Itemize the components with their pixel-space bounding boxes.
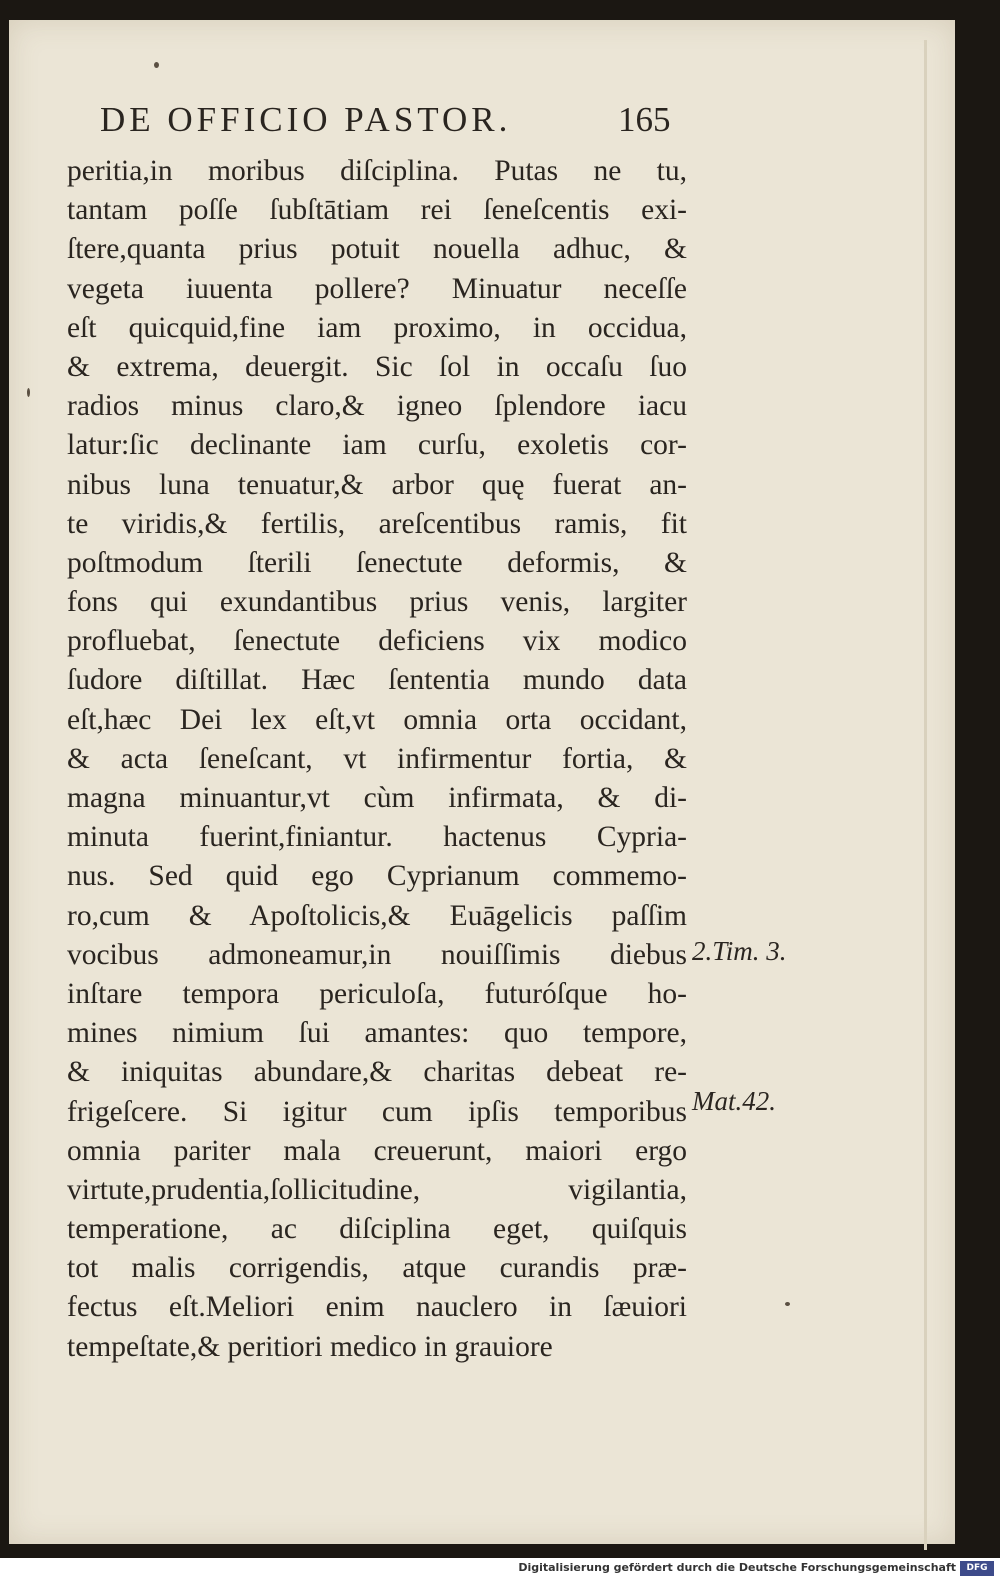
text-line: magna minuantur,vt cùm infirmata, & di-: [67, 782, 687, 814]
text-line: te viridis,& fertilis, areſcentibus ramis, fit: [67, 507, 687, 540]
text-line: nus. Sed quid ego Cyprianum commemo-: [67, 860, 687, 893]
dfg-logo: DFG: [960, 1561, 994, 1576]
text-line: minuta fuerint,finiantur. hactenus Cypria-: [67, 821, 687, 854]
text-line: ro,cum & Apoſtolicis,& Euāgelicis paſſim: [67, 899, 687, 932]
text-line: tantam poſſe ſubſtātiam rei ſeneſcentis exi-: [67, 194, 687, 227]
text-line: fectus eſt.Meliori enim nauclero in ſæuiori: [67, 1291, 687, 1324]
text-line: & extrema, deuergit. Sic ſol in occaſu ſuo: [67, 350, 687, 383]
text-line: radios minus claro,& igneo ſplendore iacu: [67, 390, 687, 423]
text-line: profluebat, ſenectute deficiens vix modico: [67, 625, 687, 658]
text-line: ſudore diſtillat. Hæc ſententia mundo data: [67, 664, 687, 697]
body-text: [67, 152, 687, 1367]
text-line: omnia pariter mala creuerunt, maiori ergo: [67, 1134, 687, 1167]
text-line: fons qui exundantibus prius venis, largiter: [67, 586, 687, 619]
text-line: peritia,in moribus diſciplina. Putas ne tu,: [67, 155, 687, 187]
text-line: eſt quicquid,fine iam proximo, in occidua,: [67, 311, 687, 344]
margin-note-matthew: Mat.42.: [692, 1086, 776, 1116]
text-line: latur:ſic declinante iam curſu, exoletis cor-: [67, 429, 687, 462]
text-line: frigeſcere. Si igitur cum ipſis temporibus: [67, 1095, 687, 1128]
text-line: ſtere,quanta prius potuit nouella adhuc, &: [67, 233, 687, 266]
page-edge: [924, 40, 927, 1550]
text-line: nibus luna tenuatur,& arbor quę fuerat an-: [67, 468, 687, 501]
funding-credit: Digitalisierung gefördert durch die Deutsche Forschungsgemeinschaft: [518, 1561, 956, 1574]
text-line: temperatione, ac diſciplina eget, quiſquis: [67, 1213, 687, 1246]
text-line: poſtmodum ſterili ſenectute deformis, &: [67, 546, 687, 579]
text-line: vocibus admoneamur,in nouiſſimis diebus: [67, 938, 687, 971]
text-line: virtute,prudentia,ſollicitudine, vigilantia,: [67, 1173, 687, 1206]
text-line: & iniquitas abundare,& charitas debeat re-: [67, 1056, 687, 1089]
text-line: & acta ſeneſcant, vt infirmentur fortia, &: [67, 742, 687, 775]
running-head: [100, 100, 680, 146]
text-line: tempeſtate,& peritiori medico in grauiore: [67, 1330, 553, 1363]
ink-speck: [27, 388, 30, 397]
margin-note-timothy: 2.Tim. 3.: [692, 936, 787, 966]
ink-speck: [154, 62, 159, 68]
ink-speck: [785, 1302, 790, 1306]
text-line: eſt,hæc Dei lex eſt,vt omnia orta occidant,: [67, 703, 687, 736]
text-line: mines nimium ſui amantes: quo tempore,: [67, 1017, 687, 1050]
text-line: tot malis corrigendis, atque curandis præ-: [67, 1252, 687, 1285]
running-head-title: DE OFFICIO PASTOR.: [100, 100, 512, 139]
page-number: 165: [618, 100, 671, 139]
text-line: vegeta iuuenta pollere? Minuatur neceſſe: [67, 272, 687, 305]
text-line: inſtare tempora periculoſa, futuróſque ho-: [67, 977, 687, 1010]
footer: [0, 1558, 1000, 1580]
